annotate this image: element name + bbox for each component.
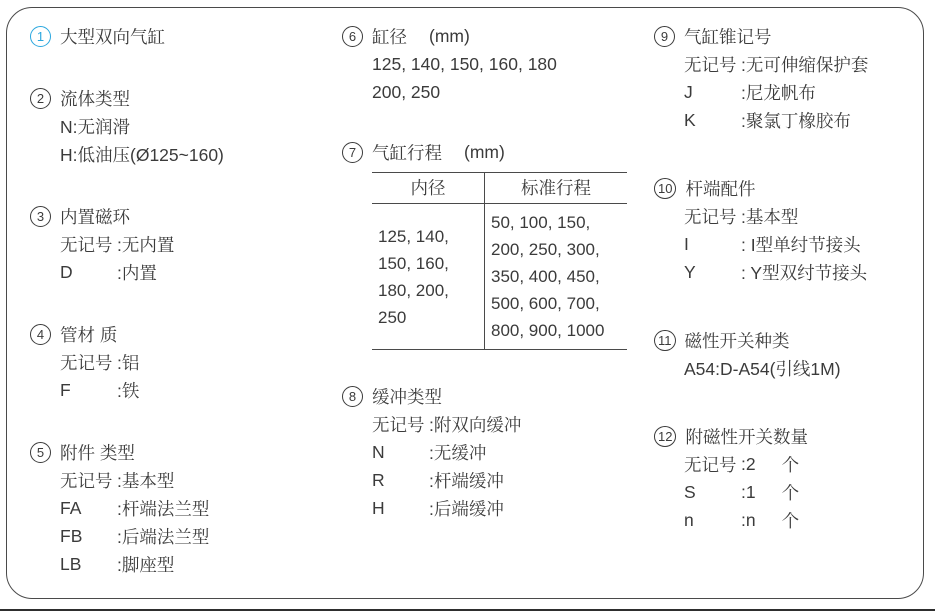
bore-header: 内径 xyxy=(372,173,485,204)
item-title: 气缸锥记号 xyxy=(684,26,772,47)
code-symbol: 无记号 xyxy=(60,470,113,491)
circled-number-7: 7 xyxy=(342,142,363,163)
legend-item-3 xyxy=(30,202,330,286)
code-description: : Y型双纣节接头 xyxy=(741,262,868,283)
code-description: :杆端法兰型 xyxy=(117,498,210,519)
code-symbol: FB xyxy=(60,525,83,546)
item-title: 附磁性开关数量 xyxy=(685,426,808,447)
item-lines xyxy=(30,230,330,286)
code-symbol: I xyxy=(684,233,689,254)
legend-item-head xyxy=(654,326,929,354)
code-description: :附双向缓冲 xyxy=(429,414,522,435)
legend-item-head xyxy=(30,84,330,112)
item-lines xyxy=(342,50,642,106)
stroke-table-body-row xyxy=(372,204,627,350)
count-unit: 个 xyxy=(781,454,800,475)
code-description: : I型单纣节接头 xyxy=(741,234,861,255)
code-symbol: 无记号 xyxy=(372,414,425,435)
code-description: :内置 xyxy=(117,262,157,283)
code-description: :后端缓冲 xyxy=(429,498,504,519)
legend-item-head xyxy=(30,320,330,348)
code-description: H:低油压(Ø125~160) xyxy=(60,144,224,165)
code-symbol: J xyxy=(684,81,693,102)
legend-column-3 xyxy=(654,22,929,574)
item-line xyxy=(60,348,330,376)
item-line xyxy=(372,78,642,106)
circled-number-1: 1 xyxy=(30,26,51,47)
legend-item-head xyxy=(30,22,330,50)
item-line xyxy=(372,410,642,438)
circled-number-3: 3 xyxy=(30,206,51,227)
legend-item-11 xyxy=(654,326,929,382)
item-line xyxy=(60,522,330,550)
legend-item-12 xyxy=(654,422,929,534)
item-line xyxy=(684,202,929,230)
item-lines xyxy=(30,348,330,404)
code-symbol: 无记号 xyxy=(684,454,737,475)
item-line xyxy=(684,258,929,286)
bore-value: 125, 140, xyxy=(378,226,449,246)
code-description: :铁 xyxy=(117,380,140,401)
legend-item-head xyxy=(654,22,929,50)
code-description: :无可伸缩保护套 xyxy=(741,54,869,75)
bore-value: 150, 160, xyxy=(378,253,449,273)
item-line xyxy=(60,112,330,140)
count-unit: 个 xyxy=(781,510,800,531)
code-symbol: 无记号 xyxy=(684,206,737,227)
code-description: :2 xyxy=(741,453,756,474)
legend-item-head xyxy=(30,438,330,466)
circled-number-4: 4 xyxy=(30,324,51,345)
item-line xyxy=(60,140,330,168)
circled-number-12: 12 xyxy=(654,426,676,447)
code-symbol: 无记号 xyxy=(684,54,737,75)
circled-number-2: 2 xyxy=(30,88,51,109)
item-line xyxy=(684,354,929,382)
item-line xyxy=(60,494,330,522)
item-line xyxy=(684,50,929,78)
item-line xyxy=(60,466,330,494)
stroke-table xyxy=(372,172,627,350)
code-description: N:无润滑 xyxy=(60,116,130,137)
item-lines xyxy=(654,450,929,534)
legend-column-1 xyxy=(30,22,330,612)
legend-item-head xyxy=(342,138,642,166)
code-description: 125, 140, 150, 160, 180 xyxy=(372,53,557,74)
item-title: 气缸行程 xyxy=(372,142,442,163)
item-title: 管材 质 xyxy=(60,324,118,345)
legend-column-2 xyxy=(342,22,642,554)
stroke-table-header-row xyxy=(372,173,627,204)
code-description: :1 xyxy=(741,481,756,502)
stroke-header: 标准行程 xyxy=(485,173,628,204)
code-description: :无内置 xyxy=(117,234,175,255)
code-description: :脚座型 xyxy=(117,554,175,575)
item-title: 缸径 xyxy=(372,26,407,47)
code-symbol: R xyxy=(372,469,385,490)
item-line xyxy=(60,230,330,258)
item-lines xyxy=(30,112,330,168)
item-unit: (mm) xyxy=(464,141,505,162)
circled-number-6: 6 xyxy=(342,26,363,47)
legend-item-head xyxy=(342,382,642,410)
legend-item-9 xyxy=(654,22,929,134)
item-title: 附件 类型 xyxy=(60,442,135,463)
code-description: A54:D-A54(引线1M) xyxy=(684,358,841,379)
code-symbol: H xyxy=(372,497,385,518)
circled-number-8: 8 xyxy=(342,386,363,407)
item-line xyxy=(372,466,642,494)
code-description: :n xyxy=(741,509,756,530)
code-symbol: 无记号 xyxy=(60,352,113,373)
legend-item-6 xyxy=(342,22,642,106)
item-line xyxy=(684,450,929,478)
count-unit: 个 xyxy=(781,482,800,503)
item-title: 流体类型 xyxy=(60,88,130,109)
circled-number-5: 5 xyxy=(30,442,51,463)
item-line xyxy=(372,494,642,522)
circled-number-10: 10 xyxy=(654,178,676,199)
stroke-value: 800, 900, 1000 xyxy=(491,321,605,340)
code-symbol: n xyxy=(684,509,694,530)
item-line xyxy=(684,78,929,106)
legend-item-7 xyxy=(342,138,642,350)
code-symbol: LB xyxy=(60,553,82,574)
legend-item-8 xyxy=(342,382,642,522)
code-symbol: F xyxy=(60,379,71,400)
item-line xyxy=(684,106,929,134)
legend-item-10 xyxy=(654,174,929,286)
code-symbol: 无记号 xyxy=(60,234,113,255)
code-description: :杆端缓冲 xyxy=(429,470,504,491)
code-description: :尼龙帆布 xyxy=(741,82,816,103)
code-description: :无缓冲 xyxy=(429,442,487,463)
code-description: :基本型 xyxy=(741,206,799,227)
code-description: 200, 250 xyxy=(372,81,441,102)
stroke-value: 500, 600, 700, xyxy=(491,294,600,313)
stroke-value: 200, 250, 300, xyxy=(491,240,600,259)
item-lines xyxy=(30,466,330,578)
item-unit: (mm) xyxy=(429,25,470,46)
item-title: 内置磁环 xyxy=(60,206,130,227)
legend-item-2 xyxy=(30,84,330,168)
item-line xyxy=(60,258,330,286)
legend-item-4 xyxy=(30,320,330,404)
bore-value: 180, 200, xyxy=(378,280,449,300)
code-description: :后端法兰型 xyxy=(117,526,210,547)
legend-item-head xyxy=(654,174,929,202)
bore-value: 250 xyxy=(378,307,407,327)
item-line xyxy=(60,376,330,404)
code-symbol: D xyxy=(60,261,73,282)
code-description: :基本型 xyxy=(117,470,175,491)
code-symbol: N xyxy=(372,441,385,462)
item-line xyxy=(372,50,642,78)
item-line xyxy=(684,478,929,506)
code-symbol: S xyxy=(684,481,696,502)
item-line xyxy=(372,438,642,466)
item-lines xyxy=(654,202,929,286)
item-lines xyxy=(654,50,929,134)
stroke-value: 350, 400, 450, xyxy=(491,267,600,286)
circled-number-9: 9 xyxy=(654,26,675,47)
item-line xyxy=(684,230,929,258)
legend-item-head xyxy=(654,422,929,450)
circled-number-11: 11 xyxy=(654,330,676,351)
code-symbol: K xyxy=(684,109,696,130)
legend-item-head xyxy=(342,22,642,50)
stroke-values-cell xyxy=(485,204,628,350)
code-symbol: FA xyxy=(60,497,82,518)
item-lines xyxy=(342,410,642,522)
bore-values-cell xyxy=(372,204,485,350)
item-title: 磁性开关种类 xyxy=(684,330,790,351)
legend-item-5 xyxy=(30,438,330,578)
code-description: :聚氯丁橡胶布 xyxy=(741,110,851,131)
item-lines xyxy=(654,354,929,382)
legend-item-head xyxy=(30,202,330,230)
code-description: :铝 xyxy=(117,352,140,373)
item-line xyxy=(60,550,330,578)
item-title: 杆端配件 xyxy=(685,178,756,199)
code-symbol: Y xyxy=(684,261,696,282)
item-line xyxy=(684,506,929,534)
stroke-value: 50, 100, 150, xyxy=(491,213,591,232)
item-title: 大型双向气缸 xyxy=(60,26,165,47)
item-title: 缓冲类型 xyxy=(372,386,442,407)
legend-item-1 xyxy=(30,22,330,50)
